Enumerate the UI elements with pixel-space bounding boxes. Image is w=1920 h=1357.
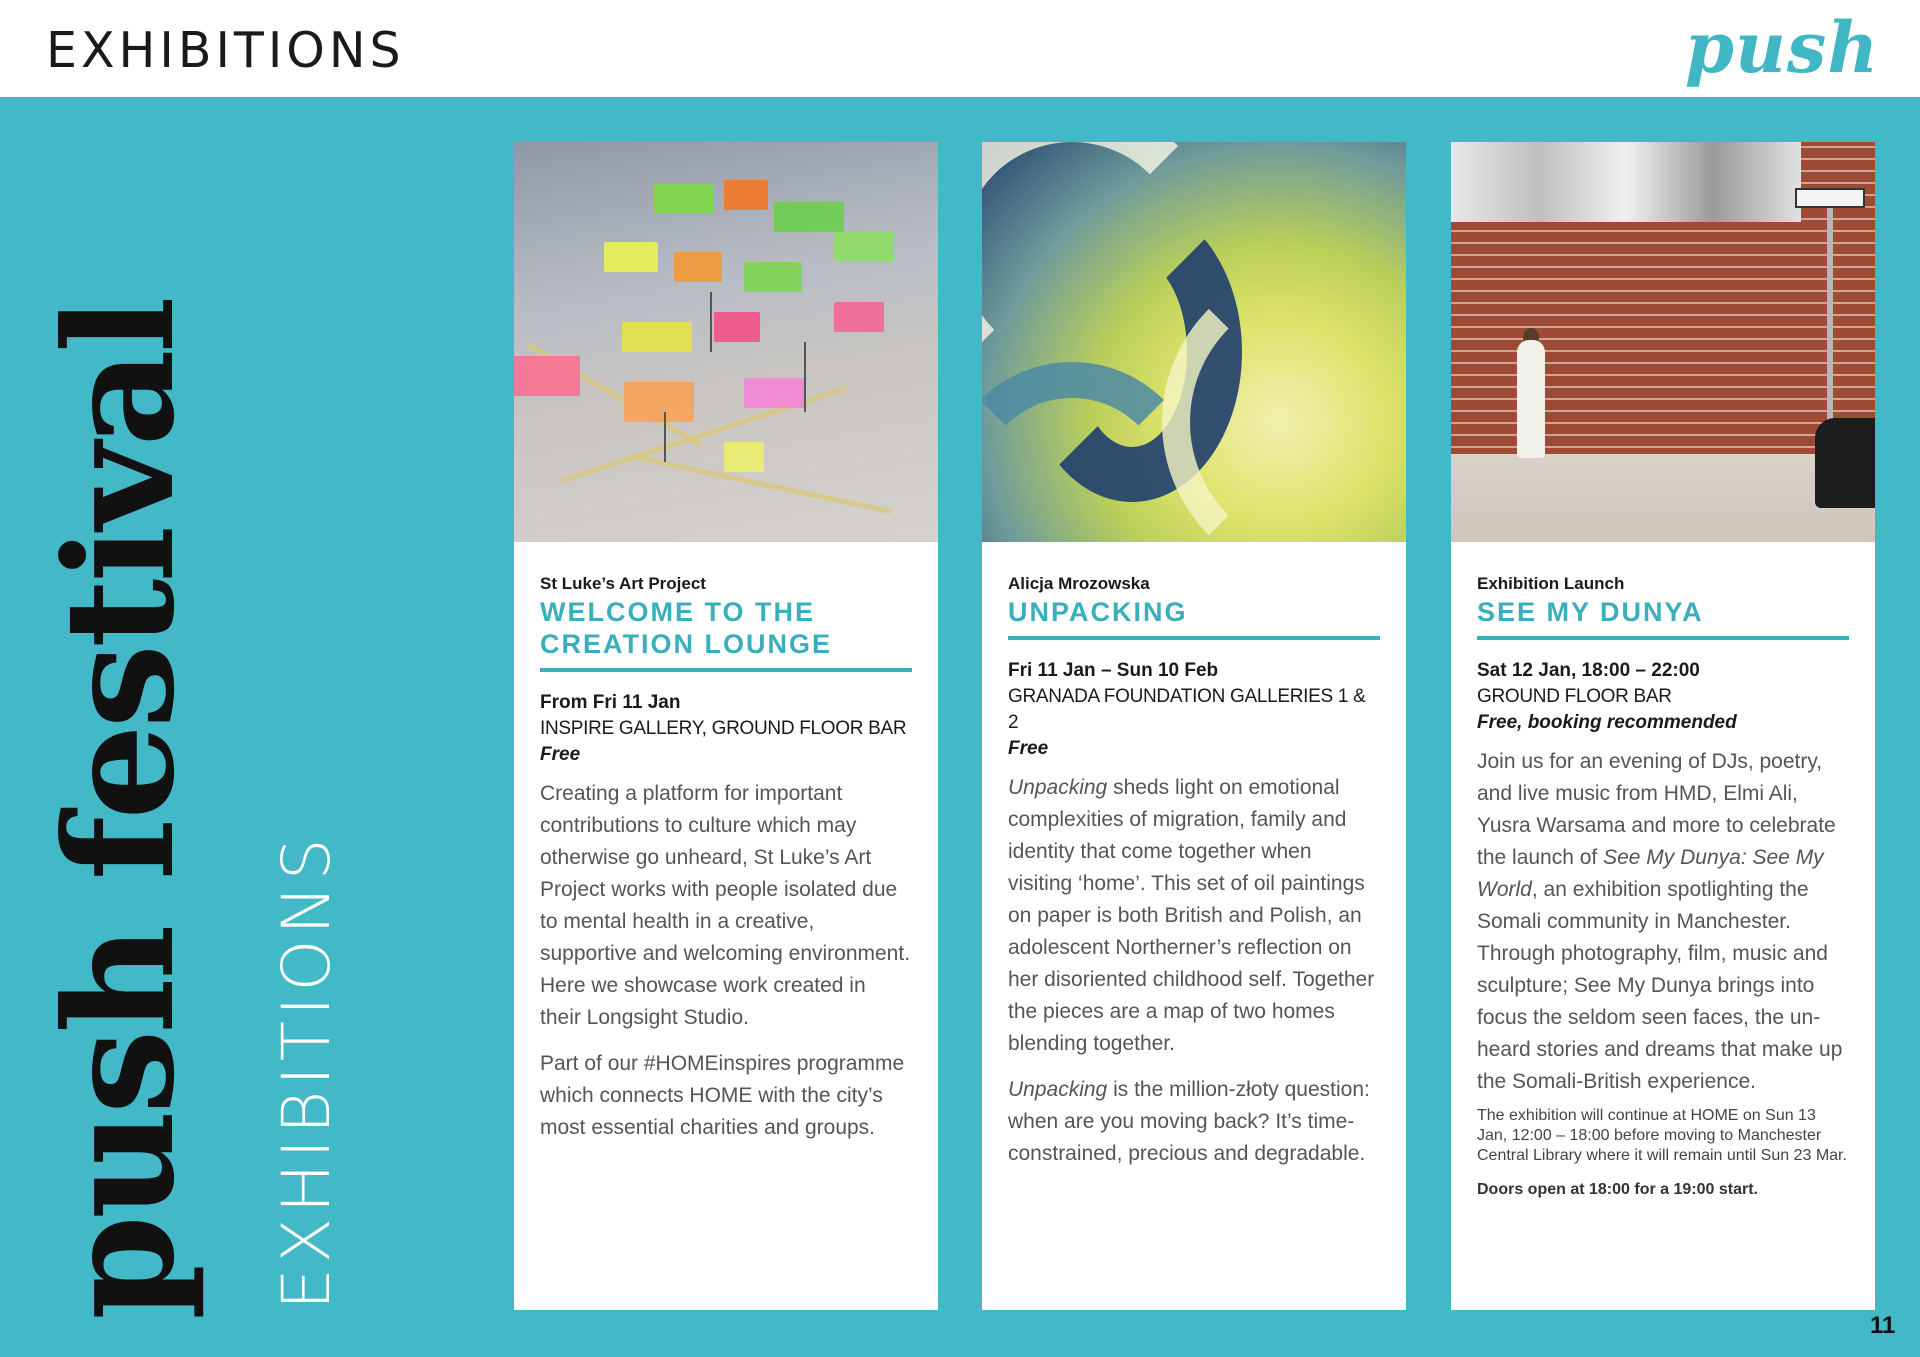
card-description bbox=[1477, 746, 1849, 1098]
card-description: Creating a platform for important contributions to culture which may otherwise go unheard, St Luke’s Art Project works with people isolated due to mental health in a creative, supportive and welcoming environment. Here we showcase work created in their Longsight Studio. bbox=[540, 782, 911, 1029]
card-description-2: Part of our #HOMEinspires programme which connects HOME with the city’s most essential charities and groups. bbox=[540, 1052, 905, 1139]
side-festival-title: push festival bbox=[32, 300, 208, 1320]
card-date: Fri 11 Jan – Sun 10 Feb bbox=[1008, 660, 1219, 681]
exhibition-image-brick-wall bbox=[1451, 142, 1875, 542]
exhibition-image-map bbox=[514, 142, 938, 542]
card-venue: GROUND FLOOR BAR bbox=[1477, 686, 1672, 707]
card-doors: Doors open at 18:00 for a 19:00 start. bbox=[1477, 1181, 1758, 1198]
card-organiser: Alicja Mrozowska bbox=[1008, 574, 1150, 593]
card-date: Sat 12 Jan, 18:00 – 22:00 bbox=[1477, 660, 1700, 681]
section-title: EXHIBITIONS bbox=[46, 22, 405, 79]
card-title: WELCOME TO THE CREATION LOUNGE bbox=[540, 596, 912, 672]
card-price: Free, booking recommended bbox=[1477, 712, 1737, 733]
card-organiser: Exhibition Launch bbox=[1477, 574, 1625, 593]
header-bar bbox=[0, 0, 1920, 97]
card-description bbox=[1008, 772, 1380, 1060]
exhibition-card-see-my-dunya bbox=[1451, 142, 1875, 1310]
page-number: 11 bbox=[1870, 1312, 1896, 1339]
card-description-text: sheds light on emotional complexities of migration, family and identity that come together when visiting ‘home’. This set of oil paintings on paper is both British and Polish, an adolescent Northerner’s reflection on her disoriented childhood self. Together the pieces are a map of two homes blending together. bbox=[1008, 776, 1375, 1055]
card-price: Free bbox=[540, 744, 581, 765]
card-description-2 bbox=[1008, 1074, 1380, 1170]
card-venue: GRANADA FOUNDATION GALLERIES 1 & 2 bbox=[1008, 686, 1366, 733]
card-description-em: See My Dunya: See My World bbox=[1477, 846, 1824, 901]
exhibition-card-unpacking bbox=[982, 142, 1406, 1310]
card-title: SEE MY DUNYA bbox=[1477, 596, 1849, 640]
push-logo: push bbox=[1685, 6, 1880, 89]
exhibition-card-creation-lounge bbox=[514, 142, 938, 1310]
card-venue: INSPIRE GALLERY, GROUND FLOOR BAR bbox=[540, 718, 907, 739]
card-note: The exhibition will continue at HOME on Sun 13 Jan, 12:00 – 18:00 before moving to Manchester Central Library where it will remain until Sun 23 Mar. bbox=[1477, 1107, 1847, 1164]
card-description-2-text: is the million-złoty question: when are you moving back? It’s time-constrained, precious and degradable. bbox=[1008, 1078, 1370, 1165]
card-description-em: Unpacking bbox=[1008, 776, 1108, 799]
card-description-2-em: Unpacking bbox=[1008, 1078, 1108, 1101]
exhibition-image-painting bbox=[982, 142, 1406, 542]
card-date: From Fri 11 Jan bbox=[540, 692, 681, 713]
card-description-text-b: , an exhibition spotlighting the Somali community in Manchester. Through photography, film, music and sculpture; See My Dunya brings into focus the seldom seen faces, the un-heard stories and dreams that make up the Somali-British experience. bbox=[1477, 878, 1843, 1093]
card-organiser: St Luke’s Art Project bbox=[540, 574, 706, 593]
card-price: Free bbox=[1008, 738, 1049, 759]
card-description-text-a: Join us for an evening of DJs, poetry, and live music from HMD, Elmi Ali, Yusra Warsama and more to celebrate the launch of bbox=[1477, 750, 1836, 869]
side-section-title: EXHIBITIONS bbox=[268, 833, 345, 1310]
card-title: UNPACKING bbox=[1008, 596, 1380, 640]
